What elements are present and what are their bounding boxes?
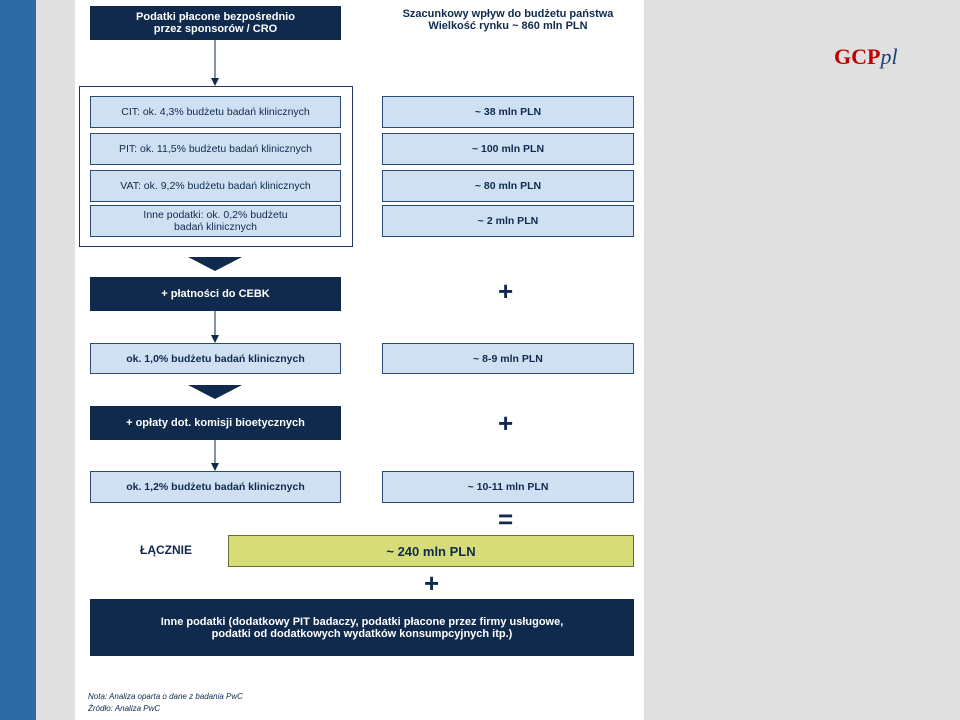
vat-value-box: ~ 80 mln PLN <box>382 170 634 202</box>
total-label: ŁĄCZNIE <box>140 543 192 557</box>
cebk-share-box: ok. 1,0% budżetu badań klinicznych <box>90 343 341 374</box>
analysis-note: Nota: Analiza oparta o dane z badania PwC <box>88 692 243 701</box>
chevron-down-icon <box>188 385 242 399</box>
ethics-fees-box: + opłaty dot. komisji bioetycznych <box>90 406 341 440</box>
budget-impact-header: Szacunkowy wpływ do budżetu państwa Wielkość rynku ~ 860 mln PLN <box>402 8 614 32</box>
plus-sign: + <box>498 408 514 438</box>
ethics-value-box: ~ 10-11 mln PLN <box>382 471 634 503</box>
direct-taxes-box: Podatki płacone bezpośrednio przez sponsorów / CRO <box>90 6 341 40</box>
gcppl-logo: GCPpl <box>834 44 898 69</box>
cebk-value-box: ~ 8-9 mln PLN <box>382 343 634 374</box>
other-taxes-value-box: ~ 2 mln PLN <box>382 205 634 237</box>
equals-sign: = <box>498 504 514 534</box>
other-taxes-share-box: Inne podatki: ok. 0,2% budżetu badań klinicznych <box>90 205 341 237</box>
source-note: Źródło: Analiza PwC <box>88 704 161 713</box>
plus-sign: + <box>424 568 440 598</box>
chevron-down-icon <box>188 257 242 271</box>
other-taxes-box: Inne podatki (dodatkowy PIT badaczy, podatki płacone przez firmy usługowe, podatki od dodatkowych wydatków konsumpcyjnych itp.) <box>90 599 634 656</box>
total-value-box: ~ 240 mln PLN <box>228 535 634 567</box>
ethics-share-box: ok. 1,2% budżetu badań klinicznych <box>90 471 341 503</box>
cit-share-box: CIT: ok. 4,3% budżetu badań klinicznych <box>90 96 341 128</box>
cebk-payments-box: + płatności do CEBK <box>90 277 341 311</box>
vat-share-box: VAT: ok. 9,2% budżetu badań klinicznych <box>90 170 341 202</box>
pit-share-box: PIT: ok. 11,5% budżetu badań klinicznych <box>90 133 341 165</box>
cit-value-box: ~ 38 mln PLN <box>382 96 634 128</box>
plus-sign: + <box>498 276 514 306</box>
pit-value-box: ~ 100 mln PLN <box>382 133 634 165</box>
